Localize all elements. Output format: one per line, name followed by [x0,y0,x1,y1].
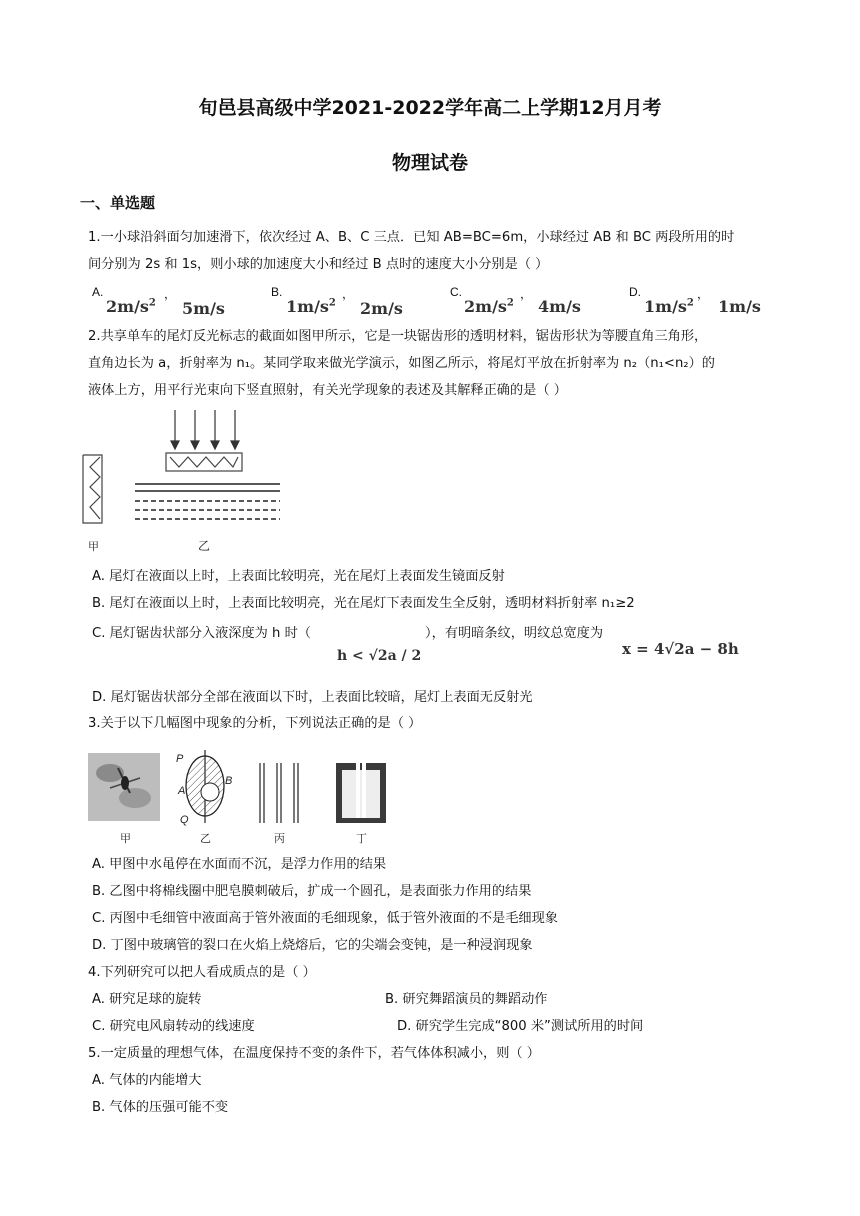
q5-option-b: B. 气体的压强可能不变 [92,1100,229,1115]
q1-option-a-accel: $2m/s^2$ [106,297,156,316]
figure-label-bing: 丙 [274,833,285,845]
q3-option-b: B. 乙图中将棉线圈中肥皂膜刺破后，扩成一个圆孔，是表面张力作用的结果 [92,884,532,899]
q2-option-c-condition: h < √2a / 2 [337,648,422,664]
q2-option-b: B. 尾灯在液面以上时，上表面比较明亮，光在尾灯下表面发生全反射，透明材料折射率 n₁≥2 [92,596,635,611]
q3-option-d: D. 丁图中玻璃管的裂口在火焰上烧熔后，它的尖端会变钝，是一种浸润现象 [92,938,533,953]
label-a: A [178,785,186,797]
figure-yi-tail-light [166,453,242,471]
q1-option-c-speed: 4m/s [538,297,581,316]
q3-text-line1: 3.关于以下几幅图中现象的分析，下列说法正确的是（ ） [88,716,422,731]
q1-option-c-accel: $2m/s^2$ [464,297,514,316]
figure-yi-light-arrows [171,410,239,449]
q2-figure [80,405,320,555]
q3-option-c: C. 丙图中毛细管中液面高于管外液面的毛细现象，低于管外液面的不是毛细现象 [92,911,558,926]
figure-label-ding: 丁 [356,833,367,845]
q1-option-d-accel: $1m/s^2$ [644,297,694,316]
q1-text-line1: 1.一小球沿斜面匀加速滑下，依次经过 A、B、C 三点．已知 AB=BC=6m，小球经过 AB 和 BC 两段所用的时 [88,230,735,245]
label-q: Q [180,814,189,826]
figure-yi-liquid [135,484,280,519]
figure-ding-glass-tube [336,763,386,823]
page-title: 旬邑县高级中学2021-2022学年高二上学期12月月考 [198,97,662,119]
q1-option-b-accel: $1m/s^2$ [286,297,336,316]
q1-option-a-label: A. [92,285,104,299]
q2-option-c-middle: ），有明暗条纹，明纹总宽度为 [425,626,604,641]
q2-option-d: D. 尾灯锯齿状部分全部在液面以下时，上表面比较暗，尾灯上表面无反射光 [92,690,533,705]
figure-label-jia: 甲 [120,833,131,845]
q4-text-line1: 4.下列研究可以把人看成质点的是（ ） [88,965,316,980]
figure-jia-water-strider [88,753,160,821]
q3-figures [80,748,400,850]
figure-jia-label: 甲 [88,541,99,553]
q2-text-line1: 2.共享单车的尾灯反光标志的截面如图甲所示，它是一块锯齿形的透明材料，锯齿形状为等腰直角三角形， [88,329,708,344]
q1-option-a-speed: 5m/s [182,299,225,318]
figure-jia-sawtooth [83,455,102,523]
q2-option-c-prefix: C. 尾灯锯齿状部分入液深度为 h 时（ [92,626,311,641]
q2-text-line3: 液体上方，用平行光束向下竖直照射，有关光学现象的表述及其解释正确的是（ ） [88,383,567,398]
q4-option-a: A. 研究足球的旋转 [92,992,202,1007]
q4-option-d: D. 研究学生完成“800 米”测试所用的时间 [397,1019,644,1034]
q2-text-line2: 直角边长为 a，折射率为 n₁。某同学取来做光学演示，如图乙所示，将尾灯平放在折射率为 n₂（n₁<n₂）的 [88,356,715,371]
q4-option-b: B. 研究舞蹈演员的舞蹈动作 [385,992,548,1007]
q2-option-a: A. 尾灯在液面以上时，上表面比较明亮，光在尾灯上表面发生镜面反射 [92,569,505,584]
label-p: P [176,753,184,765]
figure-yi-soap-film [186,750,224,823]
label-b: B [225,775,233,787]
q1-options: A. $2m/s^2$ ， 5m/s B. $1m/s^2$ ， 2m/s C. $2m/s^2$ ， 4m/s D. $1m/s^2$ ， 1m/s [92,285,761,318]
q1-text-line2: 间分别为 2s 和 1s，则小球的加速度大小和经过 B 点时的速度大小分别是（ ） [88,257,549,272]
section-heading: 一、单选题 [80,194,156,212]
q5-option-a: A. 气体的内能增大 [92,1073,202,1088]
q2-option-c-formula: x = 4√2a − 8h [622,640,739,658]
figure-bing-capillaries [260,763,298,823]
figure-yi-label: 乙 [198,539,211,553]
figure-label-yi: 乙 [200,833,211,845]
q4-option-c: C. 研究电风扇转动的线速度 [92,1019,255,1034]
q1-option-c-label: C. [450,285,462,299]
q1-option-d-label: D. [629,285,641,299]
q5-text-line1: 5.一定质量的理想气体，在温度保持不变的条件下，若气体体积减小，则（ ） [88,1046,540,1061]
q1-option-b-label: B. [271,285,283,299]
q3-option-a: A. 甲图中水黾停在水面而不沉，是浮力作用的结果 [92,857,387,872]
page-subtitle: 物理试卷 [391,152,468,174]
q1-option-b-speed: 2m/s [360,299,403,318]
q1-option-d-speed: 1m/s [718,297,761,316]
